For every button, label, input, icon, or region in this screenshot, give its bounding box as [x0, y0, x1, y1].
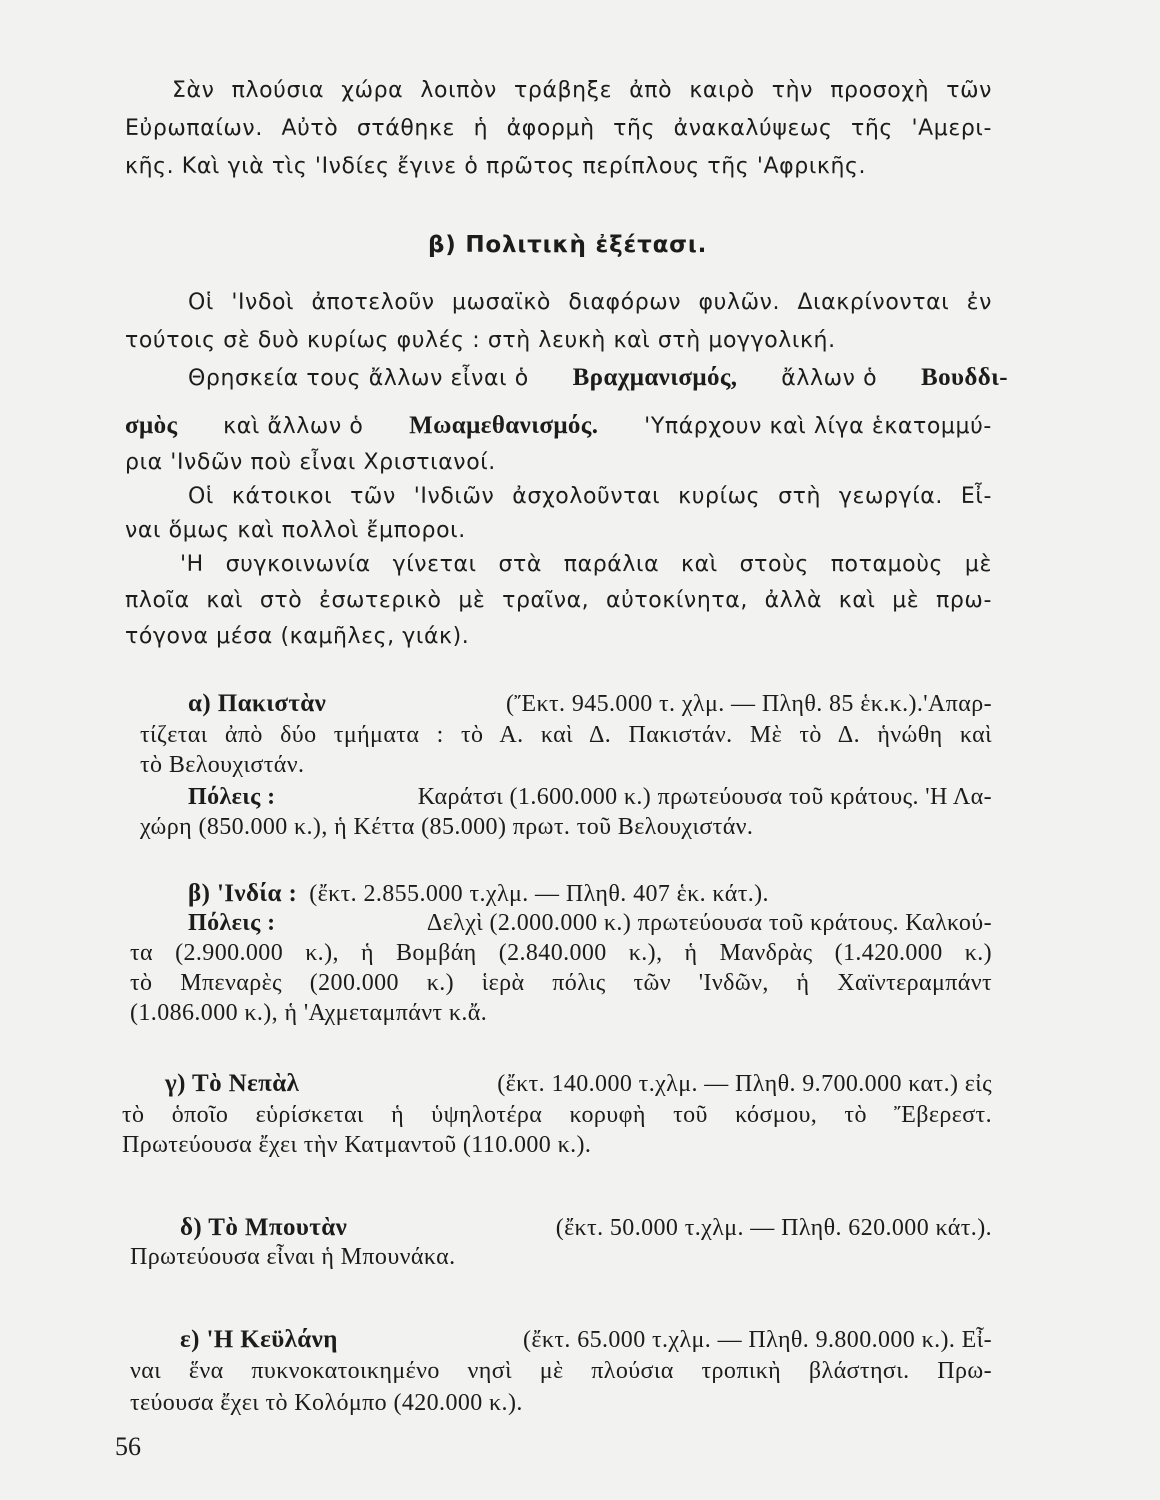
text-line: 'Η συγκοινωνία γίνεται στὰ παράλια καὶ στοὺς ποταμοὺς μὲ: [180, 552, 992, 577]
country-label: α) Πακιστὰν: [188, 690, 327, 717]
text-line: τούτοις σὲ δυὸ κυρίως φυλές : στὴ λευκὴ καὶ στὴ μογγολική.: [125, 328, 836, 353]
country-nepal: [165, 1070, 992, 1098]
text-fragment: καὶ ἄλλων ὁ: [223, 414, 364, 439]
text-line: ναι ἕνα πυκνοκατοικημένο νησὶ μὲ πλούσια τροπικὴ βλάστησι. Πρω-: [130, 1358, 992, 1384]
religion-term: Μωαμεθανισμός.: [409, 412, 599, 439]
text-fragment: (ἔκτ. 50.000 τ.χλμ. — Πληθ. 620.000 κάτ.).: [555, 1215, 992, 1241]
text-line: Οἱ 'Ινδοὶ ἀποτελοῦν μωσαϊκὸ διαφόρων φυλῶν. Διακρίνονται ἐν: [188, 290, 992, 315]
text-line: Οἱ κάτοικοι τῶν 'Ινδιῶν ἀσχολοῦνται κυρίως στὴ γεωργία. Εἶ-: [188, 484, 992, 509]
text-line: Πρωτεύουσα ἔχει τὴν Κατμαντοῦ (110.000 κ.).: [122, 1132, 592, 1158]
religion-term: Βραχμανισμός,: [572, 364, 738, 391]
text-fragment: Δελχὶ (2.000.000 κ.) πρωτεύουσα τοῦ κράτους. Καλκού-: [426, 910, 992, 936]
text-line: πλοῖα καὶ στὸ ἐσωτερικὸ μὲ τραῖνα, αὐτοκίνητα, ἀλλὰ καὶ μὲ πρω-: [125, 588, 992, 613]
cities-line: [188, 784, 992, 811]
religion-line: [188, 364, 1008, 392]
country-label: β) 'Ινδία :: [188, 880, 298, 907]
text-fragment: Καράτσι (1.600.000 κ.) πρωτεύουσα τοῦ κράτους. 'Η Λα-: [417, 784, 992, 810]
text-line: ναι ὅμως καὶ πολλοὶ ἔμποροι.: [125, 518, 466, 543]
text-line: τίζεται ἀπὸ δύο τμήματα : τὸ Α. καὶ Δ. Πακιστάν. Μὲ τὸ Δ. ἡνώθη καὶ: [140, 722, 992, 748]
text-fragment: (ἔκτ. 65.000 τ.χλμ. — Πληθ. 9.800.000 κ.). Εἶ-: [522, 1327, 992, 1353]
text-line: τόγονα μέσα (καμῆλες, γιάκ).: [125, 624, 470, 649]
religion-term: Βουδδι-: [921, 364, 1008, 391]
text-line: τὸ ὁποῖο εὑρίσκεται ἡ ὑψηλοτέρα κορυφὴ τοῦ κόσμου, τὸ Ἔβερεστ.: [122, 1102, 992, 1128]
text-line: τὸ Μπεναρὲς (200.000 κ.) ἱερὰ πόλις τῶν 'Ινδῶν, ἡ Χαϊντεραμπάντ: [130, 970, 992, 996]
country-bhutan: [180, 1214, 992, 1242]
text-line: τεύουσα ἔχει τὸ Κολόμπο (420.000 κ.).: [130, 1390, 523, 1416]
country-label: ε) 'Η Κεϋλάνη: [180, 1326, 338, 1353]
page-number: 56: [115, 1432, 141, 1461]
text-line: ρια 'Ινδῶν ποὺ εἶναι Χριστιανοί.: [125, 450, 496, 475]
text-line: Πρωτεύουσα εἶναι ἡ Μπουνάκα.: [130, 1244, 456, 1270]
text-line: τα (2.900.000 κ.), ἡ Βομβάη (2.840.000 κ.), ἡ Μανδρὰς (1.420.000 κ.): [130, 940, 992, 966]
text-line: χώρη (850.000 κ.), ἡ Κέττα (85.000) πρωτ. τοῦ Βελουχιστάν.: [140, 814, 754, 840]
religion-line: [125, 412, 992, 440]
text-fragment: (ἔκτ. 2.855.000 τ.χλμ. — Πληθ. 407 ἑκ. κάτ.).: [309, 881, 769, 907]
country-pakistan: [188, 690, 992, 718]
country-india: [188, 880, 769, 908]
country-ceylon: [180, 1326, 992, 1354]
text-fragment: ἄλλων ὁ: [781, 366, 878, 391]
country-label: γ) Τὸ Νεπὰλ: [165, 1070, 300, 1097]
text-line: τὸ Βελουχιστάν.: [140, 752, 305, 778]
cities-label: Πόλεις :: [188, 784, 276, 810]
text-fragment: Θρησκεία τους ἄλλων εἶναι ὁ: [188, 366, 529, 391]
text-line: Σὰν πλούσια χώρα λοιπὸν τράβηξε ἀπὸ καιρὸ τὴν προσοχὴ τῶν: [172, 78, 992, 103]
text-fragment: (ἔκτ. 140.000 τ.χλμ. — Πληθ. 9.700.000 κατ.) εἰς: [497, 1071, 992, 1097]
cities-line: [188, 910, 992, 937]
religion-term: σμὸς: [125, 412, 178, 439]
cities-label: Πόλεις :: [188, 910, 276, 936]
text-fragment: 'Υπάρχουν καὶ λίγα ἑκατομμύ-: [644, 414, 992, 439]
country-label: δ) Τὸ Μπουτὰν: [180, 1214, 348, 1241]
text-fragment: (Ἔκτ. 945.000 τ. χλμ. — Πληθ. 85 ἑκ.κ.).'Απαρ-: [505, 691, 992, 717]
text-line: (1.086.000 κ.), ἡ 'Αχμεταμπάντ κ.ἄ.: [130, 1000, 488, 1026]
text-line: κῆς. Καὶ γιὰ τὶς 'Ινδίες ἔγινε ὁ πρῶτος περίπλους τῆς 'Αφρικῆς.: [125, 154, 867, 179]
section-heading: β) Πολιτικὴ ἐξέτασι.: [428, 232, 708, 258]
text-line: Εὐρωπαίων. Αὐτὸ στάθηκε ἡ ἀφορμὴ τῆς ἀνακαλύψεως τῆς 'Αμερι-: [125, 116, 992, 141]
